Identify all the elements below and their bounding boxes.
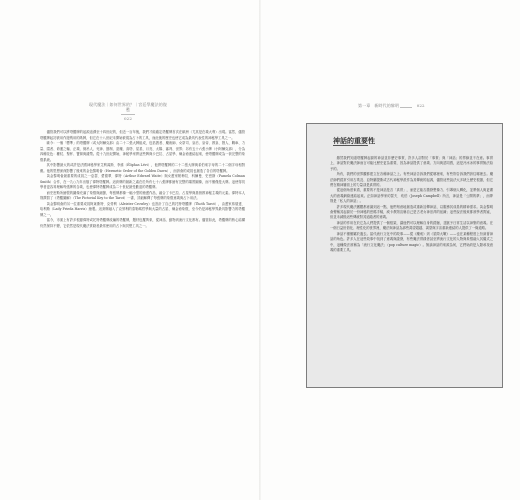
left-paragraph: 黃金黎明會最重要的成員之一亞瑟．愛德華．偉特（Arthur Edward Waite）與女畫家帕梅拉．科爾曼．史密斯（Pamela Colman Smith）合作，在一九○九年出版了偉特塔羅牌。這套牌的創新之處在於所有七十八張牌都繪有完整的場景圖像，而不僅僅是大牌。這使得初學者更容易理解每張牌的含義，也使偉特塔羅牌成為二十世紀最受歡迎的塔羅牌。 [40,174,245,189]
sidebar-paragraph: 許多現代魔法團體都意識到這一點，他們刻意地創造或重新詮釋神話，以服務其成員的精神需求。黃金黎明會聲稱其起源於一份神秘的密碼手稿，威卡教則宣稱自己是古老女神崇拜的延續；這些說法後來都被學者質疑，但並未減損這些傳統對其追隨者的意義。 [330,204,493,220]
left-page-number: 022 [124,115,132,121]
left-paragraph: 而史密斯所繪製的圖像充滿了象徵與細節，每張牌都像一幅小型的繪畫作品，融合了卡巴拉、占星學與基督教神秘主義的元素。偉特本人則撰寫了《塔羅圖解》（The Pictorial Key to the Tarot）一書，詳細解釋了每張牌的象徵意義與占卜用法。 [40,190,245,200]
sidebar-paragraph: 從這個角度來看，重要的不是神話是否「真實」，而是它能否激發想像力、引導個人轉化，並將個人與更廣大的意義網絡連結起來。正如神話學家約瑟夫．坎伯（Joseph Campbell）所言，神話是「公開的夢」，而夢則是「私人的神話」。 [330,188,493,204]
right-running-head-rule [400,107,412,108]
left-running-head-rule [121,114,135,115]
sidebar-paragraph: 雖然我們知道塔羅牌起源的神話並非歷史事實，許多人卻對於「事實」與「神話」的界線並不在意。事實上，神話對於魔法師而言可能比歷史更為重要，因為神話提供了意義、方向與認同感，這是冷冰冰的事實無法給予的。 [330,156,493,171]
left-paragraph: 黃金黎明會的另一位重要成員阿萊斯特．克勞利（Aleister Crowley）也設計了自己的托特塔羅牌（Thoth Tarot），由畫家弗瑞達．哈利斯（Lady Frieda Harris）繪製。這套牌融入了克勞利的泰勒瑪哲學與大量的占星、煉金術象徵，至今仍是神秘學界最具影響力的塔羅牌之一。 [40,201,245,217]
sidebar-box-body [330,156,493,253]
sidebar-paragraph: 神話的作用在於它為人們提供了一個框架，讓他們可以理解自身的經驗，並賦予日常生活以神聖的意義。在一個日益世俗化、理性化的世界裡，魔法與神話為那些渴望超越、渴望與宇宙重新連結的人提供了一條道路。 [330,220,493,231]
sidebar-title-underline [333,145,368,146]
left-running-head-text: 現代魔法｜如何世界的？｜宮廷學魔法的復甦 [89,102,167,112]
right-running-head-text: 第一章 新時代的黎明 [358,103,399,108]
left-paragraph: 儘管我們可以將塔羅牌的起源追溯至十四世紀的，但近一百年後，我們才能確定塔羅牌首次在歐洲（尤其是在義大利）出現。當然，儘管塔羅牌起初被用作遊戲用的紙牌，但它在十八世紀末開始被視為占卜的工具，而此後的歷史也使它成為最具代表性的神秘學工具之一。 [40,130,245,140]
left-page-body [40,130,245,229]
sidebar-box-title: 神話的重要性 [333,137,375,145]
right-running-head [358,102,448,108]
left-paragraph: 其中影響最大的或許是法國神秘學家艾利馮斯．李維（Éliphas Lévi），他將塔羅牌的二十二張大牌與希伯來字母的二十二個字母相對應。他的思想深深影響了後來的金色黎明會（Hermetic Order of the Golden Dawn），而該會的成員也創造了各自的塔羅牌。 [40,163,245,173]
sidebar-paragraph: 神話不僅僅屬於過去。當代流行文化中的故事——從《魔戒》到《星際大戰》——也在某種程度上扮演著神話的角色。許多人在這些故事中找到了意義與啟發，有些魔法實踐者甚至將流行文化的人物與象徵融入其儀式之中，這種做法被稱為「流行文化魔法」（pop culture magic）。無論神話的來源為何，它們始終是人類尋找意義的重要工具。 [330,231,493,252]
left-running-head [88,102,168,121]
left-paragraph: 當今，市面上有許多根據偉特或托特塔羅牌改編的塔羅牌，題材包羅萬象，從神話、動物到流行文化都有。儘管如此，塔羅牌的核心結構仍然保持不變，它依然是現代魔法實踐者最常使用的占卜與冥想工具之一。 [40,218,245,228]
right-page-number: 022 [416,103,425,108]
left-paragraph: 歐今：一個「標準」的塔羅牌（或大阿爾克那）由二十二張大牌組成，包括愚者、魔術師、女祭司、皇后、皇帝、教皇、戀人、戰車、力量、隱者、命運之輪、正義、倒吊人、死神、節制、惡魔、高塔、星星、月亮、太陽、審判、世界；另有五十六張小牌（小阿爾克那），分為四種花色：權杖、聖杯、寶劍與錢幣。從十九世紀開始，神秘學家將這些牌與卡巴拉、占星學、煉金術連結起來，使塔羅牌成為一套完整的象徵系統。 [40,141,245,162]
sidebar-paragraph: 所有，我們的世界觀都建立在各種神話之上。有些神話告訴我們從哪裡來，有些則告訴我們該往哪裡去。魔法師們經常引用古埃及、亞特蘭提斯或古代神秘學派作為其傳統的起源，儘管這些說法大多缺乏歷史根據，但它們在精神層面上的力量卻是真實的。 [330,172,493,188]
book-gutter [259,0,261,500]
